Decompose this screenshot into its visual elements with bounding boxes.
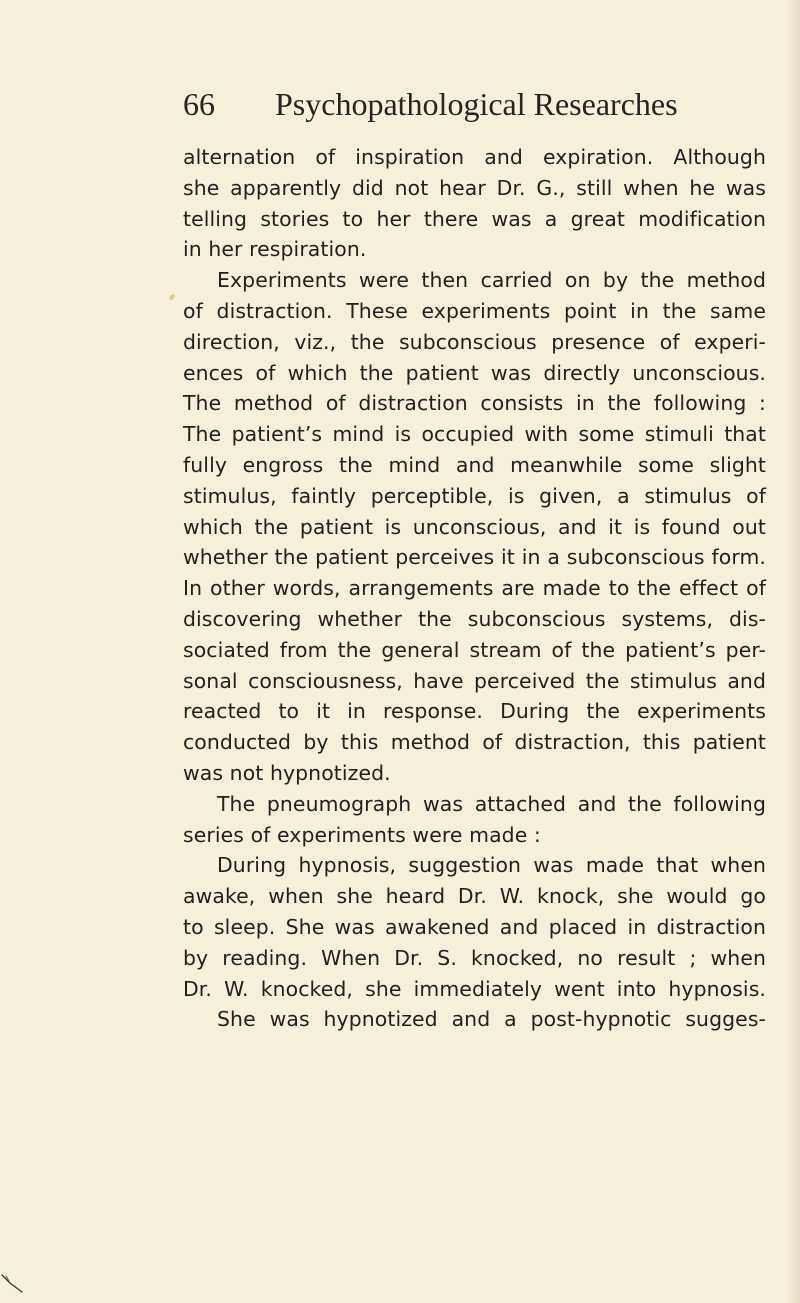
text-line: Dr. W. knocked, she immediately went into hypnosis.: [183, 976, 766, 1001]
text-line: The method of distraction consists in the following :: [183, 391, 766, 416]
text-line: she apparently did not hear Dr. G., still when he was: [183, 175, 766, 200]
text-line: of distraction. These experiments point in the same: [183, 298, 766, 323]
running-title: Psychopathological Researches: [275, 86, 678, 122]
text-line: sonal consciousness, have perceived the stimulus and: [183, 668, 766, 693]
text-line: telling stories to her there was a great modification: [183, 206, 766, 231]
text-line: series of experiments were made :: [183, 822, 541, 847]
text-line: Experiments were then carried on by the method: [217, 268, 766, 293]
paper-speck: [169, 293, 176, 300]
text-line: to sleep. She was awakened and placed in distraction: [183, 914, 766, 939]
page-edge-shadow: [786, 0, 800, 1303]
text-line: in her respiration.: [183, 237, 367, 262]
text-line: During hypnosis, suggestion was made that when: [217, 853, 766, 878]
text-line: She was hypnotized and a post-hypnotic sugges-: [217, 1007, 766, 1032]
text-line: awake, when she heard Dr. W. knock, she would go: [183, 884, 766, 909]
text-line: The patient’s mind is occupied with some stimuli that: [183, 422, 766, 447]
text-line: ences of which the patient was directly unconscious.: [183, 360, 766, 385]
text-line: direction, viz., the subconscious presence of experi-: [183, 329, 766, 354]
text-line: alternation of inspiration and expiration. Although: [183, 145, 766, 169]
text-line: The pneumograph was attached and the following: [217, 791, 766, 816]
running-head: [183, 82, 683, 126]
text-line: discovering whether the subconscious systems, dis-: [183, 606, 766, 631]
text-line: was not hypnotized.: [183, 760, 391, 785]
body-text: [183, 142, 766, 1035]
text-line: fully engross the mind and meanwhile some slight: [183, 452, 766, 477]
corner-smudge-icon: [0, 1273, 26, 1295]
text-line: In other words, arrangements are made to the effect of: [183, 576, 766, 601]
page-number: 66: [183, 86, 215, 122]
text-line: conducted by this method of distraction, this patient: [183, 730, 766, 755]
text-line: by reading. When Dr. S. knocked, no result ; when: [183, 945, 766, 970]
text-line: sociated from the general stream of the patient’s per-: [183, 637, 766, 662]
text-line: whether the patient perceives it in a subconscious form.: [183, 545, 766, 570]
text-line: reacted to it in response. During the experiments: [183, 699, 766, 724]
text-line: which the patient is unconscious, and it is found out: [183, 514, 766, 539]
text-line: stimulus, faintly perceptible, is given, a stimulus of: [183, 483, 766, 508]
